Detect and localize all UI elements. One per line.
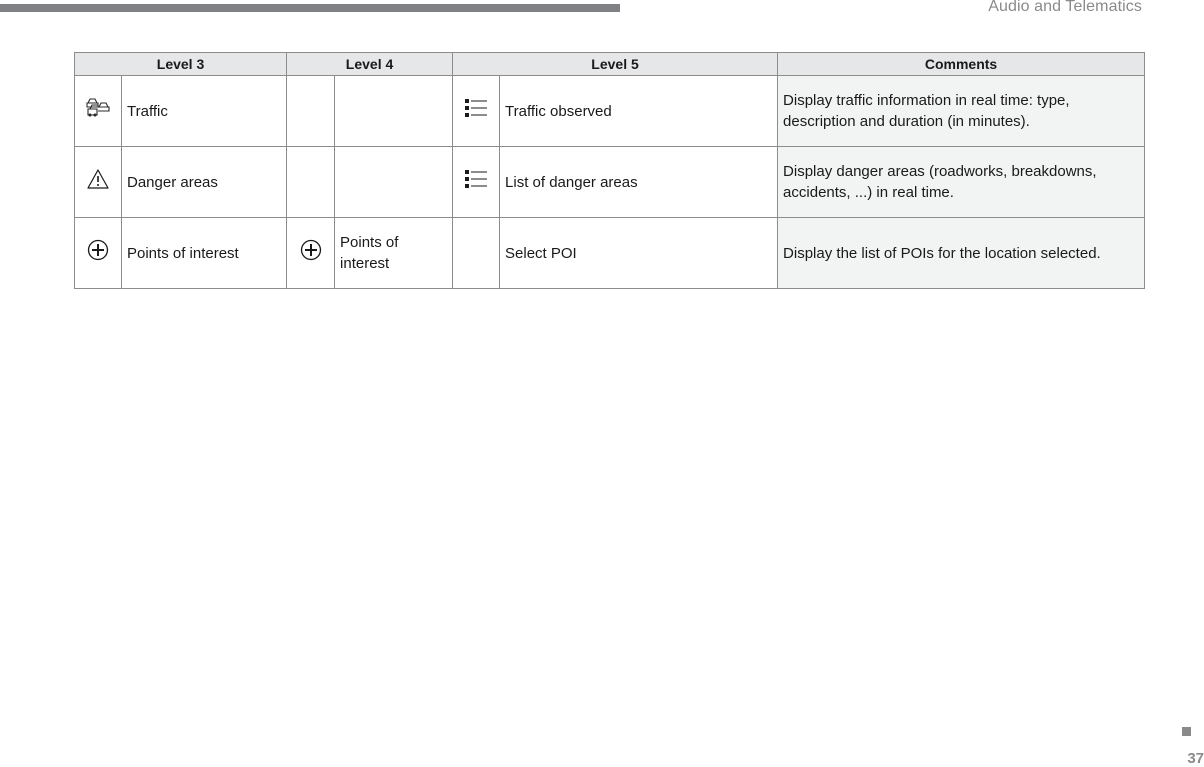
level3-label: Points of interest <box>122 218 287 289</box>
level5-label: Select POI <box>500 218 778 289</box>
empty-cell <box>287 147 335 218</box>
empty-cell <box>453 218 500 289</box>
level5-label: Traffic observed <box>500 76 778 147</box>
table-row-traffic <box>75 76 1145 147</box>
circle-plus-icon <box>300 239 322 267</box>
level3-label: Danger areas <box>122 147 287 218</box>
list-icon <box>464 98 488 124</box>
empty-cell <box>287 76 335 147</box>
level3-label: Traffic <box>122 76 287 147</box>
comment-text: Display danger areas (roadworks, breakdowns, accidents, ...) in real time. <box>778 147 1145 218</box>
table-row-danger-areas <box>75 147 1145 218</box>
table-row-points-of-interest <box>75 218 1145 289</box>
warning-triangle-icon <box>86 168 110 196</box>
circle-plus-icon <box>87 239 109 267</box>
level4-label <box>335 76 453 147</box>
level4-label: Points of interest <box>335 218 453 289</box>
column-header-level-4: Level 4 <box>287 53 453 76</box>
column-header-level-3: Level 3 <box>75 53 287 76</box>
section-title: Audio and Telematics <box>988 0 1142 15</box>
footer-square-marker <box>1182 727 1191 736</box>
comment-text: Display the list of POIs for the location selected. <box>778 218 1145 289</box>
table-header-row <box>75 53 1145 76</box>
page-number: 37 <box>1187 750 1204 767</box>
menu-table <box>74 52 1145 289</box>
comment-text: Display traffic information in real time: type, description and duration (in minutes). <box>778 76 1145 147</box>
column-header-comments: Comments <box>778 53 1145 76</box>
header-bar <box>0 4 620 12</box>
level4-label <box>335 147 453 218</box>
column-header-level-5: Level 5 <box>453 53 778 76</box>
list-icon <box>464 169 488 195</box>
level5-label: List of danger areas <box>500 147 778 218</box>
traffic-cars-icon <box>85 97 111 125</box>
